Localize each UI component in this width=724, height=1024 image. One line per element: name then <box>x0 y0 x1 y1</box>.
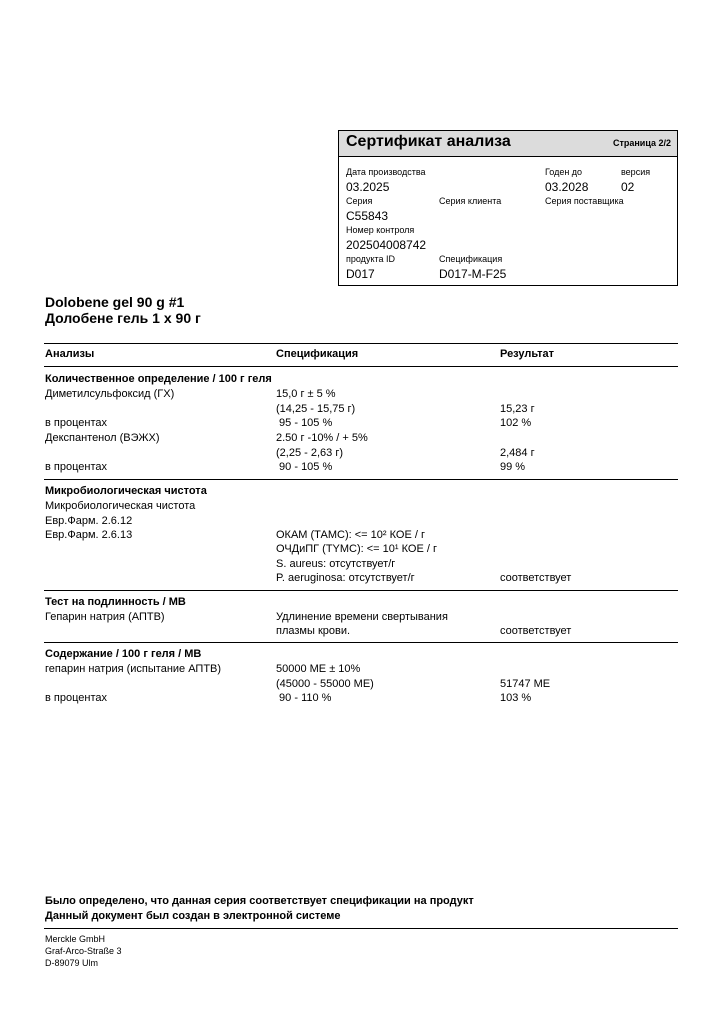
table-cell: 2,484 г <box>500 447 535 459</box>
product-name-ru: Долобене гель 1 x 90 г <box>45 310 201 326</box>
header-specification: Спецификация <box>276 348 359 360</box>
table-cell: 90 - 105 % <box>276 461 333 473</box>
table-cell: 51747 МЕ <box>500 678 551 690</box>
table-cell: ОКАМ (ТАМС): <= 10² КОЕ / г <box>276 529 425 541</box>
table-cell: 95 - 105 % <box>276 417 333 429</box>
product-id-value: D017 <box>346 267 375 281</box>
table-cell: 99 % <box>500 461 526 473</box>
section-title-quantitative: Количественное определение / 100 г геля <box>45 373 272 385</box>
product-name-en: Dolobene gel 90 g #1 <box>45 294 185 310</box>
electronic-statement: Данный документ был создан в электронной системе <box>45 910 341 922</box>
footer-rule <box>44 928 678 929</box>
version-value: 02 <box>621 180 635 194</box>
certificate-title: Сертификат анализа <box>346 133 511 150</box>
section-rule <box>44 590 678 591</box>
table-cell: 15,0 г ± 5 % <box>276 388 336 400</box>
table-cell: Евр.Фарм. 2.6.13 <box>45 529 133 541</box>
expiry-label: Годен до <box>545 167 583 177</box>
table-cell: соответствует <box>500 572 572 584</box>
specification-label: Спецификация <box>439 254 503 264</box>
section-title-identity: Тест на подлинность / МВ <box>45 596 186 608</box>
section-rule <box>44 479 678 480</box>
section-title-content: Содержание / 100 г геля / МВ <box>45 648 202 660</box>
version-label: версия <box>621 167 651 177</box>
client-batch-label: Серия клиента <box>439 196 502 206</box>
table-cell: плазмы крови. <box>276 625 351 637</box>
table-cell: в процентах <box>45 417 107 429</box>
table-top-rule <box>44 343 678 344</box>
header-analyses: Анализы <box>45 348 95 360</box>
table-cell: в процентах <box>45 692 107 704</box>
supplier-batch-label: Серия поставщика <box>545 196 624 206</box>
header-result: Результат <box>500 348 555 360</box>
table-cell: Диметилсульфоксид (ГХ) <box>45 388 175 400</box>
batch-value: C55843 <box>346 209 389 223</box>
section-title-microbiological: Микробиологическая чистота <box>45 485 207 497</box>
table-cell: S. aureus: отсутствует/г <box>276 558 396 570</box>
table-cell: (45000 - 55000 МЕ) <box>276 678 374 690</box>
table-cell: 90 - 110 % <box>276 692 332 704</box>
company-name: Merckle GmbH <box>45 934 106 944</box>
table-cell: Декспантенол (ВЭЖХ) <box>45 432 160 444</box>
table-cell: P. aeruginosa: отсутствует/г <box>276 572 415 584</box>
control-number-label: Номер контроля <box>346 225 415 235</box>
expiry-value: 03.2028 <box>545 180 589 194</box>
table-cell: соответствует <box>500 625 572 637</box>
table-cell: Микробиологическая чистота <box>45 500 196 512</box>
company-street: Graf-Arco-Straße 3 <box>45 946 122 956</box>
table-cell: ОЧДиПГ (ТYМС): <= 10¹ КОЕ / г <box>276 543 437 555</box>
table-cell: 102 % <box>500 417 532 429</box>
batch-label: Серия <box>346 196 373 206</box>
conformity-statement: Было определено, что данная серия соответствует спецификации на продукт <box>45 895 474 907</box>
table-cell: Евр.Фарм. 2.6.12 <box>45 515 133 527</box>
production-date-value: 03.2025 <box>346 180 390 194</box>
table-cell: 2.50 г -10% / + 5% <box>276 432 368 444</box>
section-rule <box>44 642 678 643</box>
page-number: Страница 2/2 <box>612 138 671 148</box>
table-cell: 50000 МЕ ± 10% <box>276 663 361 675</box>
table-cell: 15,23 г <box>500 403 535 415</box>
table-header-rule <box>44 366 678 367</box>
control-number-value: 202504008742 <box>346 238 427 252</box>
table-cell: 103 % <box>500 692 532 704</box>
product-id-label: продукта ID <box>346 254 396 264</box>
table-cell: (2,25 - 2,63 г) <box>276 447 343 459</box>
certificate-header <box>339 131 677 157</box>
specification-value: D017-M-F25 <box>439 267 507 281</box>
certificate-box <box>338 130 678 286</box>
table-cell: Гепарин натрия (АПТВ) <box>45 611 165 623</box>
company-city: D-89079 Ulm <box>45 958 99 968</box>
table-cell: Удлинение времени свертывания <box>276 611 448 623</box>
production-date-label: Дата производства <box>346 167 426 177</box>
table-cell: гепарин натрия (испытание АПТВ) <box>45 663 222 675</box>
table-cell: (14,25 - 15,75 г) <box>276 403 356 415</box>
table-cell: в процентах <box>45 461 107 473</box>
